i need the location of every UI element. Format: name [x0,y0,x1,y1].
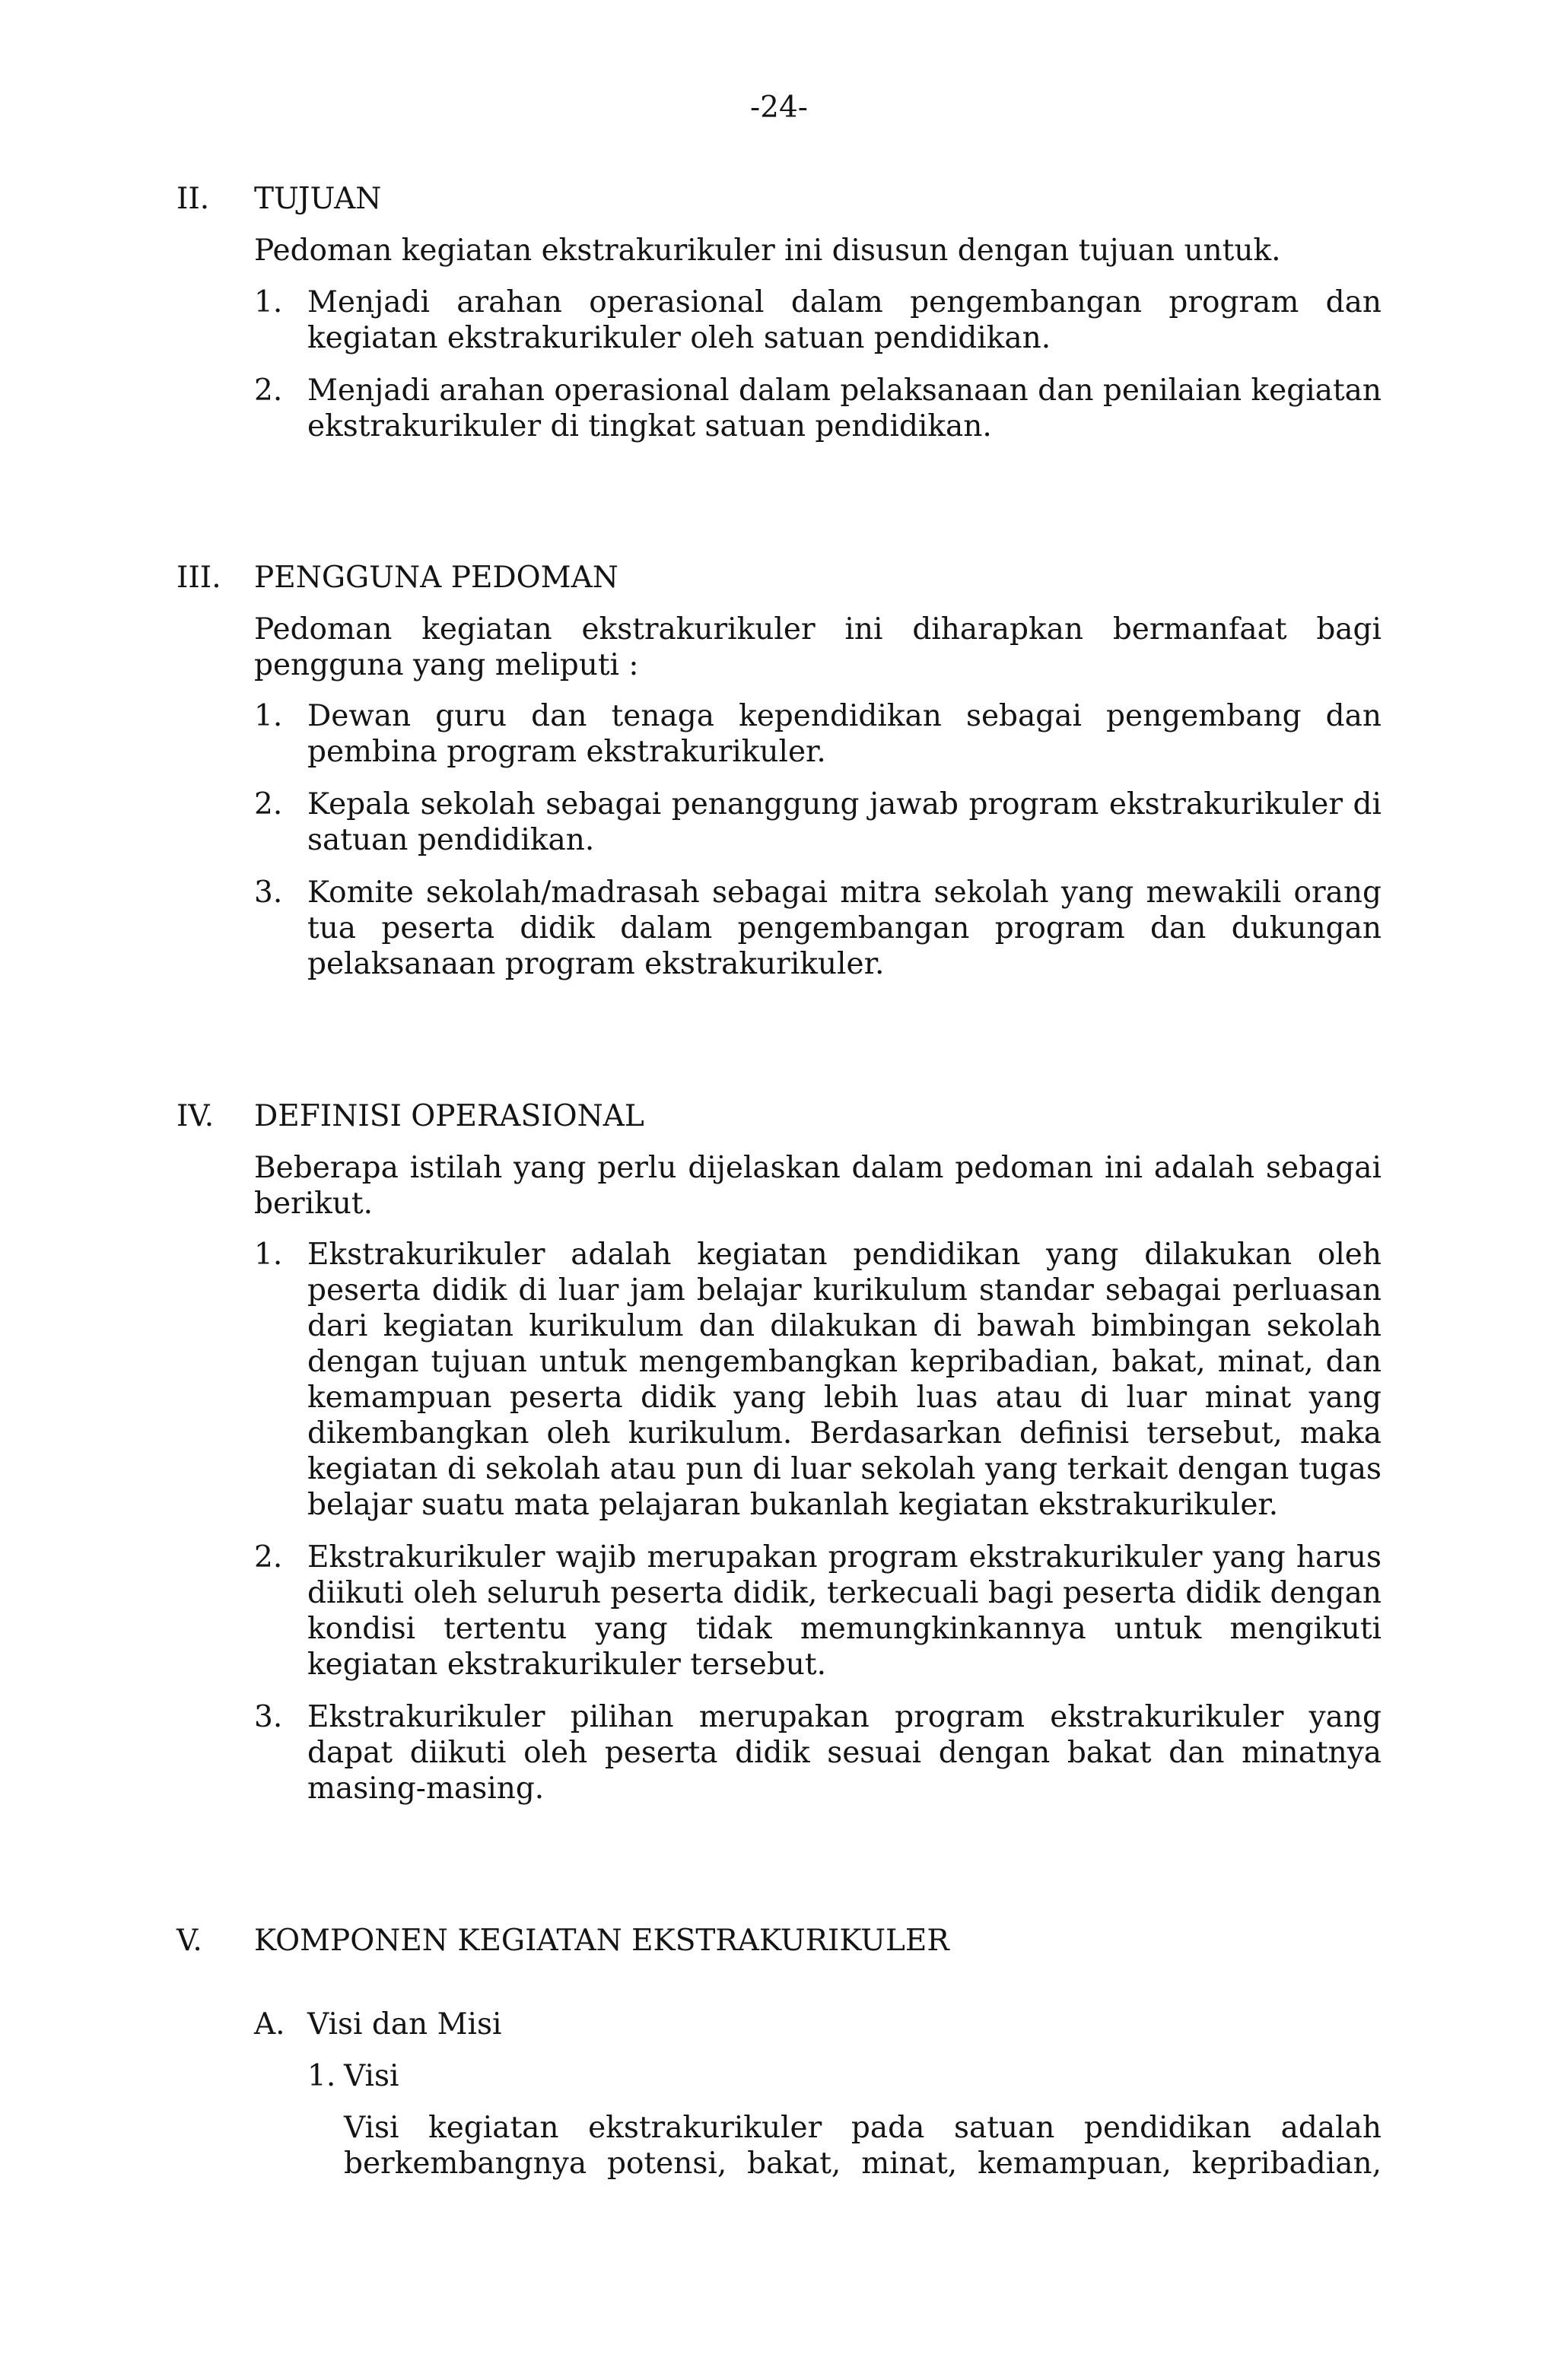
list-definisi [254,1237,1382,1823]
list-item [254,1699,1382,1806]
section-intro-tujuan: Pedoman kegiatan ekstrakurikuler ini disusun dengan tujuan untuk. [254,234,1281,268]
item-number: 3. [254,1700,283,1734]
section-title: TUJUAN [254,182,382,216]
item-text: Ekstrakurikuler pilihan merupakan program ekstrakurikuler yang dapat diikuti oleh peserta didik sesuai dengan bakat dan minatnya masing-masing. [307,1700,1382,1806]
item-number: 1. [254,699,283,733]
item-number: 2. [254,373,283,408]
list-item [254,875,1382,982]
list-item [254,1237,1382,1523]
list-item [254,284,1382,356]
section-number: II. [176,182,210,216]
list-item [254,698,1382,770]
item-text: Dewan guru dan tenaga kependidikan sebagai pengembang dan pembina program ekstrakurikuler. [307,699,1382,769]
list-tujuan [254,284,1382,461]
section-number: III. [176,561,221,595]
item-number: 1. [254,285,283,319]
section-intro-definisi: Beberapa istilah yang perlu dijelaskan dalam pedoman ini adalah sebagai berikut. [254,1151,1382,1221]
section-title: KOMPONEN KEGIATAN EKSTRAKURIKULER [254,1924,949,1958]
item-number: 2. [254,787,283,821]
visi-line: berkembangnya potensi, bakat, minat, kemampuan, kepribadian, [344,2146,1382,2181]
visi-paragraph [344,2110,1382,2181]
section-title: PENGGUNA PEDOMAN [254,561,618,595]
list-item [254,786,1382,858]
subsection-title: Visi [344,2059,399,2093]
section-number: V. [176,1924,202,1958]
item-text: Ekstrakurikuler adalah kegiatan pendidikan yang dilakukan oleh peserta didik di luar jam belajar kurikulum standar sebagai perluasan dari kegiatan kurikulum dan dilakukan di bawah bimbingan sekolah dengan tujuan untuk mengembangkan kepribadian, bakat, minat, dan kemampuan peserta didik yang lebih luas atau di luar minat yang dikembangkan oleh kurikulum. Berdasarkan definisi tersebut, maka kegiatan di sekolah atau pun di luar sekolah yang terkait dengan tugas belajar suatu mata pelajaran bukanlah kegiatan ekstrakurikuler. [307,1238,1382,1522]
list-pengguna [254,698,1382,999]
list-item [254,373,1382,444]
page-number: -24- [750,91,808,125]
list-item [254,1540,1382,1683]
subsection-number: 1. [307,2059,336,2093]
item-number: 3. [254,875,283,910]
visi-line: Visi kegiatan ekstrakurikuler pada satuan pendidikan adalah [344,2111,1382,2145]
item-number: 1. [254,1238,283,1272]
subsection-title: Visi dan Misi [307,2007,502,2042]
item-text: Kepala sekolah sebagai penanggung jawab program ekstrakurikuler di satuan pendidikan. [307,787,1382,857]
section-title: DEFINISI OPERASIONAL [254,1099,644,1133]
item-text: Ekstrakurikuler wajib merupakan program ekstrakurikuler yang harus diikuti oleh seluruh peserta didik, terkecuali bagi peserta didik dengan kondisi tertentu yang tidak memungkinkannya untuk mengikuti kegiatan ekstrakurikuler tersebut. [307,1540,1382,1682]
item-text: Menjadi arahan operasional dalam pengembangan program dan kegiatan ekstrakurikuler oleh satuan pendidikan. [307,285,1382,355]
subsection-letter: A. [254,2007,285,2042]
item-text: Komite sekolah/madrasah sebagai mitra sekolah yang mewakili orang tua peserta didik dalam pengembangan program dan dukungan pelaksanaan program ekstrakurikuler. [307,875,1382,981]
section-number: IV. [176,1099,215,1133]
item-text: Menjadi arahan operasional dalam pelaksanaan dan penilaian kegiatan ekstrakurikuler di tingkat satuan pendidikan. [307,373,1382,443]
item-number: 2. [254,1540,283,1574]
section-intro-pengguna: Pedoman kegiatan ekstrakurikuler ini diharapkan bermanfaat bagi pengguna yang meliputi : [254,612,1382,682]
